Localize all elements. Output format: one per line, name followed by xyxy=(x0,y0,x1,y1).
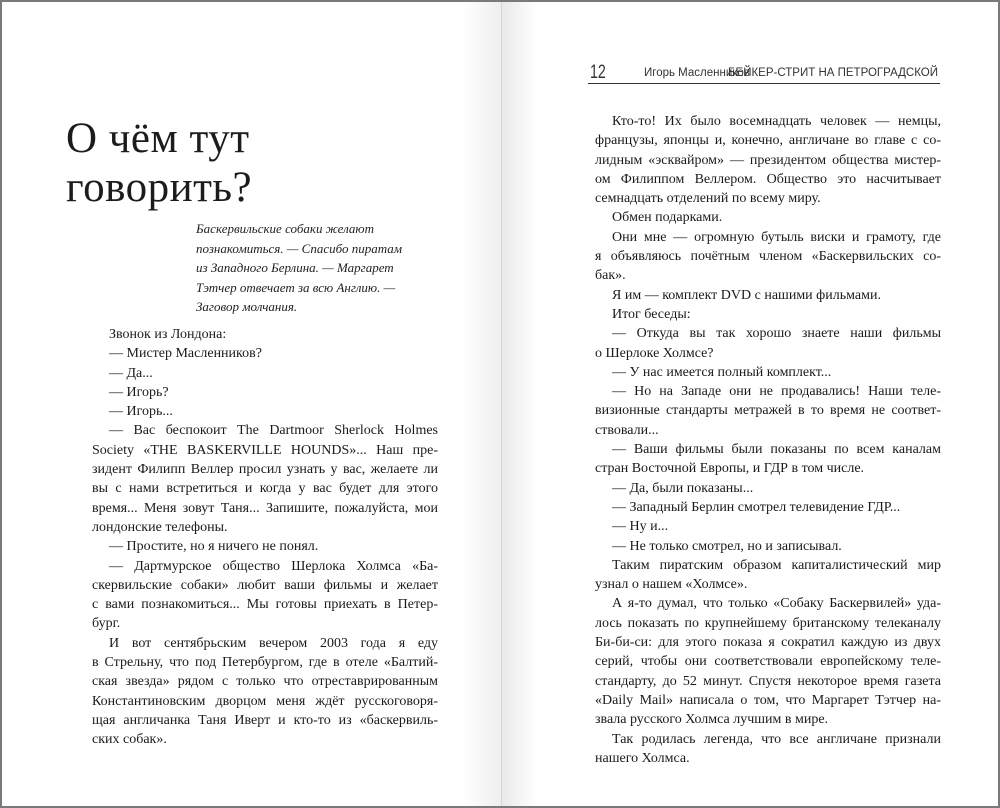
text-line: скервильские собаки» любит ваши фильмы и желает xyxy=(92,577,438,593)
text-line: нашего Холмса. xyxy=(595,750,690,766)
header-book-title: БЕЙКЕР-СТРИТ НА ПЕТРОГРАДСКОЙ xyxy=(727,67,938,79)
text-line: серий, чтобы они соответствовали европейскому теле- xyxy=(595,654,941,670)
text-line: — Простите, но я ничего не понял. xyxy=(109,539,319,555)
text-line: — Дартмурское общество Шерлока Холмса «Ба- xyxy=(109,558,438,574)
text-line: узнал о нашем «Холмсе». xyxy=(595,577,748,593)
text-line: Таким пиратским образом капиталистический мир xyxy=(612,557,941,573)
left-page-body xyxy=(92,325,438,750)
text-line: — Ну и... xyxy=(612,519,669,535)
text-line: стран Восточной Европы, и ГДР в том числе. xyxy=(595,461,865,477)
chapter-title-line: О чём тут xyxy=(66,115,250,162)
right-page-body xyxy=(595,112,941,768)
text-line: — Откуда вы так хорошо знаете наши фильмы xyxy=(612,326,941,342)
text-line: — Да... xyxy=(109,365,153,381)
text-line: — У нас имеется полный комплект... xyxy=(612,364,832,380)
text-line: ом Филиппом Веллером. Общество это насчитывает xyxy=(595,171,941,187)
text-line: Они мне — огромную бутыль виски и грамоту, где xyxy=(612,229,941,245)
text-line: французы, японцы и, конечно, англичане во главе с со- xyxy=(595,133,941,149)
text-line: визионные стандарты метражей в то время не соответ- xyxy=(595,403,941,419)
text-line: — Не только смотрел, но и записывал. xyxy=(612,538,842,554)
text-line: — Западный Берлин смотрел телевидение ГДР... xyxy=(612,499,901,515)
text-line: лондонские телефоны. xyxy=(92,519,228,535)
text-line: — Вас беспокоит The Dartmoor Sherlock Holmes xyxy=(109,423,438,439)
text-line: А я-то думал, что только «Собаку Баскервилей» уда- xyxy=(612,596,941,612)
text-line: Я им — комплект DVD с нашими фильмами. xyxy=(612,287,881,303)
text-line: И вот сентябрьским вечером 2003 года я еду xyxy=(109,635,438,651)
text-line: в Стрельну, что под Петербургом, где в отеле «Балтий- xyxy=(92,655,438,671)
left-page xyxy=(2,2,502,806)
text-line: Так родилась легенда, что все англичане признали xyxy=(612,731,941,747)
text-line: «Daily Mail» написала о том, что Маргарет Тэтчер на- xyxy=(595,692,941,708)
header-author: Игорь Масленников xyxy=(644,67,750,79)
epigraph-line: Баскервильские собаки желают xyxy=(196,221,374,236)
text-line: стандарту, до 52 минут. Спустя некоторое время газета xyxy=(595,673,941,689)
text-line: — Игорь? xyxy=(109,384,169,400)
text-line: ская звезда» рядом с только что отреставрированным xyxy=(92,674,438,690)
text-line: звала русского Холмса лучшим в мире. xyxy=(595,712,829,728)
text-line: лось показать по крупнейшему британскому телеканалу xyxy=(595,615,941,631)
text-line: бург. xyxy=(92,616,121,632)
text-line: Кто-то! Их было восемнадцать человек — немцы, xyxy=(612,114,941,129)
chapter-title xyxy=(66,114,466,212)
epigraph-line: из Западного Берлина. — Маргарет xyxy=(196,260,394,275)
epigraph-line: познакомиться. — Спасибо пиратам xyxy=(196,240,403,256)
text-line: Константиновским дворцом меня ждёт русскоговоря- xyxy=(92,693,438,709)
text-line: семнадцать отделений по всему миру. xyxy=(595,191,821,207)
text-line: с вами познакомиться... Мы готовы приехать в Петер- xyxy=(92,597,438,613)
page-number: 12 xyxy=(590,62,606,83)
text-line: — Но на Западе они не продавались! Наши теле- xyxy=(612,384,941,400)
text-line: вы с нами встретиться и когда у вас будет для этого xyxy=(92,481,438,497)
text-line: — Ваши фильмы были показаны по всем каналам xyxy=(612,442,941,458)
text-line: — Мистер Масленников? xyxy=(109,346,262,362)
text-line: о Шерлоке Холмсе? xyxy=(595,345,714,361)
epigraph-line: Тэтчер отвечает за всю Англию. — xyxy=(196,279,396,295)
text-line: Звонок из Лондона: xyxy=(109,327,227,342)
text-line: зидент Филипп Веллер просил узнать у вас, желаете ли xyxy=(92,462,438,478)
text-line: Би-би-си: для этого показа я сократил каждую из двух xyxy=(595,635,941,651)
epigraph-line: Заговор молчания. xyxy=(196,299,298,314)
text-line: щая англичанка Таня Иверт и кто-то из «баскервиль- xyxy=(92,712,438,728)
text-line: Обмен подарками. xyxy=(612,210,723,226)
epigraph xyxy=(196,219,406,317)
text-line: ствовали... xyxy=(595,422,659,438)
text-line: — Да, были показаны... xyxy=(612,480,754,496)
chapter-title-line: говорить? xyxy=(66,164,253,211)
book-spread xyxy=(2,2,998,806)
text-line: бак». xyxy=(595,268,626,284)
text-line: — Игорь... xyxy=(109,404,173,420)
text-line: Итог беседы: xyxy=(612,306,691,322)
text-line: ских собак». xyxy=(92,732,167,748)
text-line: я объявляюсь почётным членом «Баскервильских со- xyxy=(595,249,941,265)
running-header xyxy=(588,59,940,84)
text-line: Society «THE BASKERVILLE HOUNDS»... Наш пре- xyxy=(92,442,438,458)
text-line: время... Меня зовут Таня... Запишите, пожалуйста, мои xyxy=(92,500,438,516)
text-line: лидным «эсквайром» — президентом общества мистер- xyxy=(595,152,941,168)
